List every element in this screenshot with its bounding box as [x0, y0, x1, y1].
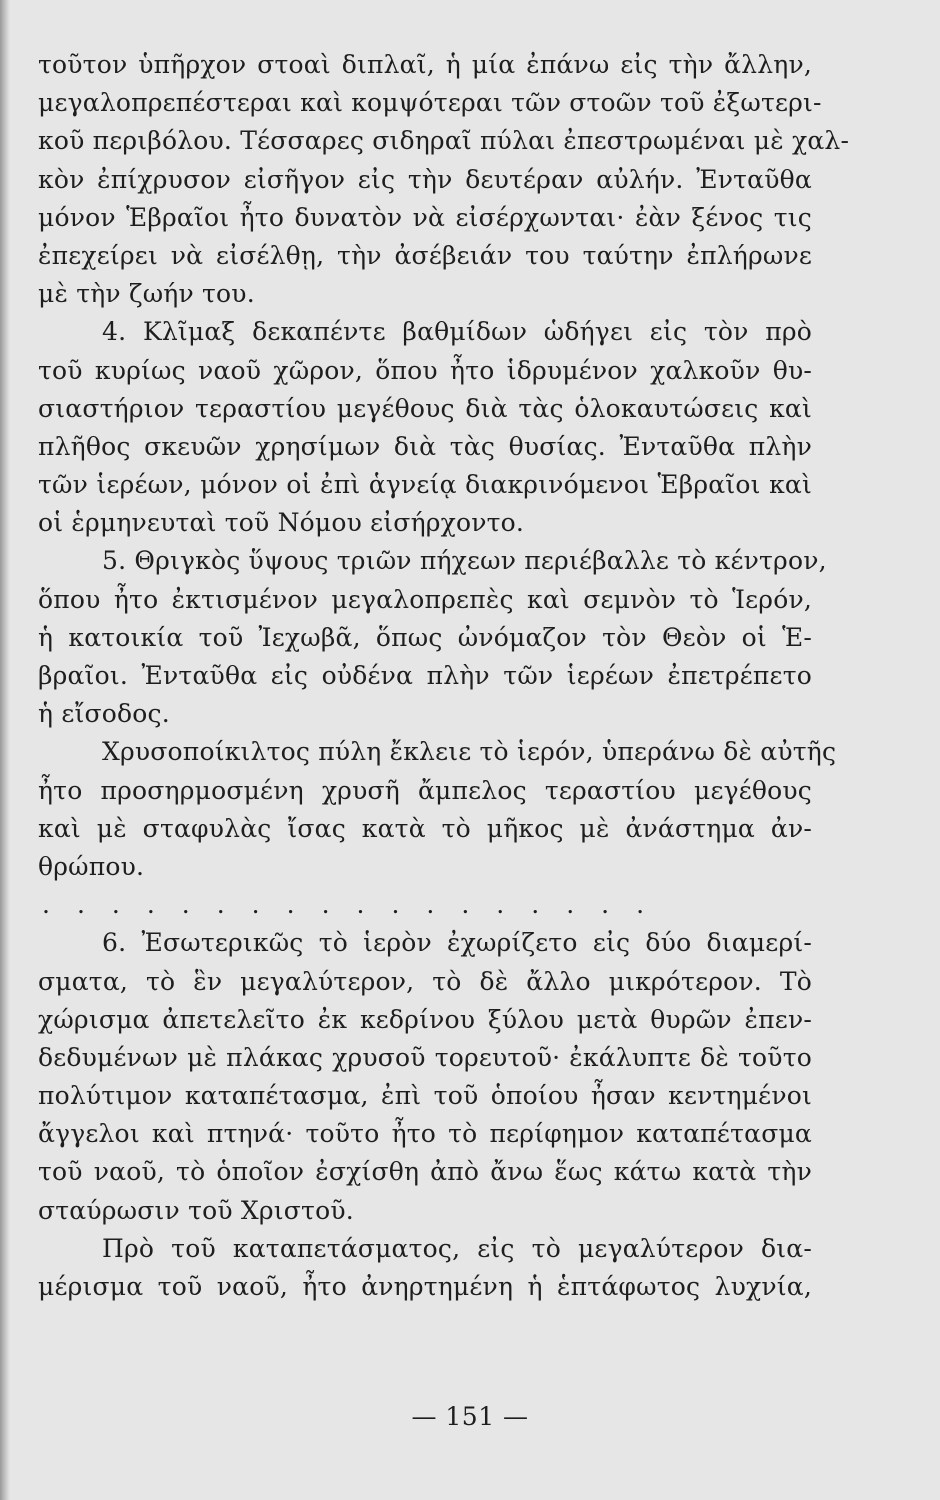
text-line: σιαστήριον τεραστίου μεγέθους διὰ τὰς ὁλοκαυτώσεις καὶ — [38, 393, 812, 423]
text-line: τῶν ἱερέων, μόνον οἱ ἐπὶ ἁγνείᾳ διακρινόμενοι Ἑβραῖοι καὶ — [38, 470, 812, 500]
page-body — [38, 46, 850, 1306]
text-line: κὸν ἐπίχρυσον εἰσῆγον εἰς τὴν δευτέραν αὐλήν. Ἐνταῦθα — [38, 164, 812, 194]
paragraph-start: Χρυσοποίκιλτος πύλη ἔκλειε τὸ ἱερόν, ὑπεράνω δὲ αὐτῆς — [102, 737, 837, 767]
section-4-start: 4. Κλῖμαξ δεκαπέντε βαθμίδων ὡδήγει εἰς τὸν πρὸ — [102, 317, 812, 347]
text-line: πλῆθος σκευῶν χρησίμων διὰ τὰς θυσίας. Ἐνταῦθα πλὴν — [38, 431, 812, 461]
text-line: τοῦτον ὑπῆρχον στοαὶ διπλαῖ, ἡ μία ἐπάνω εἰς τὴν ἄλλην, — [38, 50, 812, 79]
text-line: τοῦ ναοῦ, τὸ ὁποῖον ἐσχίσθη ἀπὸ ἄνω ἕως κάτω κατὰ τὴν — [38, 1157, 812, 1187]
paragraph-start: Πρὸ τοῦ καταπετάσματος, εἰς τὸ μεγαλύτερον δια- — [102, 1233, 812, 1263]
text-line: τοῦ κυρίως ναοῦ χῶρον, ὅπου ἦτο ἱδρυμένον χαλκοῦν θυ- — [38, 355, 812, 385]
text-line: ὅπου ἦτο ἐκτισμένον μεγαλοπρεπὲς καὶ σεμνὸν τὸ Ἱερόν, — [38, 584, 812, 614]
text-line: πολύτιμον καταπέτασμα, ἐπὶ τοῦ ὁποίου ἦσαν κεντημένοι — [38, 1081, 812, 1111]
text-line: ἄγγελοι καὶ πτηνά· τοῦτο ἦτο τὸ περίφημον καταπέτασμα — [38, 1119, 812, 1149]
text-line: κοῦ περιβόλου. Τέσσαρες σιδηραῖ πύλαι ἐπεστρωμέναι μὲ χαλ- — [38, 126, 850, 156]
text-line: μέρισμα τοῦ ναοῦ, ἦτο ἀνηρτημένη ἡ ἑπτάφωτος λυχνία, — [38, 1272, 812, 1301]
text-line: οἱ ἑρμηνευταὶ τοῦ Νόμου εἰσήρχοντο. — [38, 508, 525, 538]
section-5-start: 5. Θριγκὸς ὕψους τριῶν πήχεων περιέβαλλε τὸ κέντρον, — [102, 546, 827, 576]
text-line: ἐπεχείρει νὰ εἰσέλθῃ, τὴν ἀσέβειάν του ταύτην ἐπλήρωνε — [38, 240, 812, 270]
ellipsis-separator: .................. — [42, 890, 672, 920]
text-line: ἡ εἴσοδος. — [38, 699, 170, 729]
binding-edge — [0, 0, 10, 1500]
text-line: σματα, τὸ ἓν μεγαλύτερον, τὸ δὲ ἄλλο μικρότερον. Τὸ — [38, 966, 812, 996]
text-line: βραῖοι. Ἐνταῦθα εἰς οὐδένα πλὴν τῶν ἱερέων ἐπετρέπετο — [38, 661, 812, 690]
text-line: δεδυμένων μὲ πλάκας χρυσοῦ τορευτοῦ· ἐκάλυπτε δὲ τοῦτο — [38, 1042, 812, 1072]
text-line: μεγαλοπρεπέστεραι καὶ κομψότεραι τῶν στοῶν τοῦ ἐξωτερι- — [38, 88, 822, 118]
text-line: μόνον Ἑβραῖοι ἦτο δυνατὸν νὰ εἰσέρχωνται· ἐὰν ξένος τις — [38, 202, 812, 232]
section-6-start: 6. Ἐσωτερικῶς τὸ ἱερὸν ἐχωρίζετο εἰς δύο διαμερί- — [102, 928, 812, 958]
text-line: καὶ μὲ σταφυλὰς ἴσας κατὰ τὸ μῆκος μὲ ἀνάστημα ἀν- — [38, 813, 812, 843]
text-line: ἦτο προσηρμοσμένη χρυσῆ ἄμπελος τεραστίου μεγέθους — [38, 775, 812, 805]
text-line: χώρισμα ἀπετελεῖτο ἐκ κεδρίνου ξύλου μετὰ θυρῶν ἐπεν- — [38, 1004, 812, 1034]
page-number: — 151 — — [411, 1402, 529, 1431]
text-line: μὲ τὴν ζωήν του. — [38, 279, 255, 309]
text-line: σταύρωσιν τοῦ Χριστοῦ. — [38, 1195, 354, 1225]
text-line: θρώπου. — [38, 851, 145, 881]
text-line: ἡ κατοικία τοῦ Ἰεχωβᾶ, ὅπως ὠνόμαζον τὸν Θεὸν οἱ Ἑ- — [38, 622, 812, 652]
